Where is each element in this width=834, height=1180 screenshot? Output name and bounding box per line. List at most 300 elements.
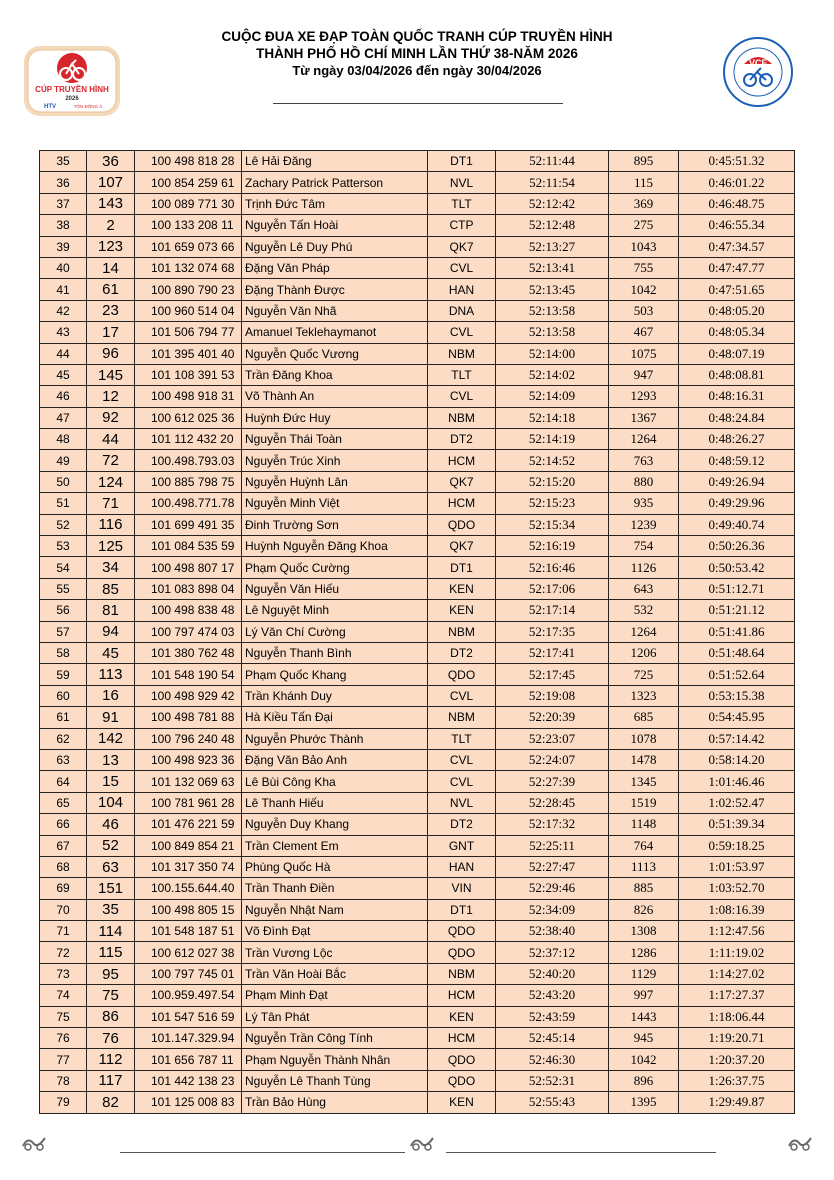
rank-cell: 70 (40, 899, 87, 920)
rider-name-cell: Nguyễn Quốc Vương (242, 343, 428, 364)
rider-name-cell: Lê Thanh Hiếu (242, 792, 428, 813)
bib-cell: 76 (87, 1028, 135, 1049)
bib-cell: 17 (87, 322, 135, 343)
total-time-cell: 52:46:30 (496, 1049, 609, 1070)
total-time-cell: 52:13:45 (496, 279, 609, 300)
rank-cell: 54 (40, 557, 87, 578)
rank-cell: 76 (40, 1028, 87, 1049)
team-code-cell: HCM (428, 1028, 496, 1049)
points-cell: 275 (609, 215, 679, 236)
team-code-cell: NBM (428, 343, 496, 364)
uci-id-cell: 100.498.771.78 (135, 493, 242, 514)
team-code-cell: CVL (428, 685, 496, 706)
uci-id-cell: 101 108 391 53 (135, 364, 242, 385)
rank-cell: 71 (40, 921, 87, 942)
rank-cell: 41 (40, 279, 87, 300)
uci-id-cell: 101 659 073 66 (135, 236, 242, 257)
bib-cell: 104 (87, 792, 135, 813)
rider-name-cell: Đinh Trường Sơn (242, 514, 428, 535)
rank-cell: 69 (40, 878, 87, 899)
time-gap-cell: 0:47:51.65 (679, 279, 795, 300)
time-gap-cell: 0:58:14.20 (679, 749, 795, 770)
footer-divider-left (120, 1152, 405, 1153)
bib-cell: 46 (87, 814, 135, 835)
time-gap-cell: 1:14:27.02 (679, 963, 795, 984)
points-cell: 1239 (609, 514, 679, 535)
uci-id-cell: 100 498 781 88 (135, 707, 242, 728)
table-row (40, 322, 795, 343)
table-row (40, 493, 795, 514)
rank-cell: 35 (40, 151, 87, 172)
rider-name-cell: Trần Văn Hoài Bắc (242, 963, 428, 984)
table-row (40, 921, 795, 942)
document-header (0, 28, 834, 79)
uci-id-cell: 101 380 762 48 (135, 642, 242, 663)
rank-cell: 49 (40, 450, 87, 471)
total-time-cell: 52:14:52 (496, 450, 609, 471)
points-cell: 1286 (609, 942, 679, 963)
footer-cyclist-mark-center (408, 1132, 436, 1152)
rider-name-cell: Trần Đăng Khoa (242, 364, 428, 385)
time-gap-cell: 1:26:37.75 (679, 1070, 795, 1091)
total-time-cell: 52:29:46 (496, 878, 609, 899)
table-row (40, 514, 795, 535)
rank-cell: 46 (40, 386, 87, 407)
rider-name-cell: Zachary Patrick Patterson (242, 172, 428, 193)
uci-id-cell: 100 498 805 15 (135, 899, 242, 920)
rank-cell: 55 (40, 578, 87, 599)
rank-cell: 53 (40, 536, 87, 557)
bib-cell: 113 (87, 664, 135, 685)
total-time-cell: 52:25:11 (496, 835, 609, 856)
uci-id-cell: 101 476 221 59 (135, 814, 242, 835)
bib-cell: 95 (87, 963, 135, 984)
table-row (40, 257, 795, 278)
rank-cell: 42 (40, 300, 87, 321)
rider-name-cell: Võ Thành An (242, 386, 428, 407)
table-row (40, 985, 795, 1006)
team-code-cell: KEN (428, 1006, 496, 1027)
bib-cell: 151 (87, 878, 135, 899)
time-gap-cell: 0:51:12.71 (679, 578, 795, 599)
uci-id-cell: 100 960 514 04 (135, 300, 242, 321)
time-gap-cell: 1:11:19.02 (679, 942, 795, 963)
rank-cell: 59 (40, 664, 87, 685)
uci-id-cell: 101 395 401 40 (135, 343, 242, 364)
total-time-cell: 52:40:20 (496, 963, 609, 984)
points-cell: 1043 (609, 236, 679, 257)
footer-cyclist-mark-right (786, 1132, 814, 1152)
time-gap-cell: 0:46:48.75 (679, 193, 795, 214)
table-row (40, 193, 795, 214)
logo-text-4: TÔN ĐÔNG Á (73, 104, 103, 109)
rider-name-cell: Phạm Quốc Cường (242, 557, 428, 578)
bib-cell: 44 (87, 429, 135, 450)
rank-cell: 38 (40, 215, 87, 236)
time-gap-cell: 1:12:47.56 (679, 921, 795, 942)
uci-id-cell: 101 317 350 74 (135, 856, 242, 877)
time-gap-cell: 0:51:52.64 (679, 664, 795, 685)
rank-cell: 73 (40, 963, 87, 984)
team-code-cell: CVL (428, 386, 496, 407)
points-cell: 1264 (609, 429, 679, 450)
rank-cell: 60 (40, 685, 87, 706)
points-cell: 1308 (609, 921, 679, 942)
team-code-cell: KEN (428, 1092, 496, 1113)
table-row (40, 407, 795, 428)
rider-name-cell: Trần Clement Em (242, 835, 428, 856)
bib-cell: 82 (87, 1092, 135, 1113)
table-row (40, 963, 795, 984)
total-time-cell: 52:13:58 (496, 322, 609, 343)
uci-id-cell: 101 084 535 59 (135, 536, 242, 557)
total-time-cell: 52:55:43 (496, 1092, 609, 1113)
bib-cell: 15 (87, 771, 135, 792)
total-time-cell: 52:14:02 (496, 364, 609, 385)
points-cell: 1443 (609, 1006, 679, 1027)
uci-id-cell: 100.959.497.54 (135, 985, 242, 1006)
points-cell: 1264 (609, 621, 679, 642)
points-cell: 1367 (609, 407, 679, 428)
bib-cell: 96 (87, 343, 135, 364)
points-cell: 1042 (609, 1049, 679, 1070)
rider-name-cell: Đặng Văn Bảo Anh (242, 749, 428, 770)
rank-cell: 79 (40, 1092, 87, 1113)
rank-cell: 48 (40, 429, 87, 450)
time-gap-cell: 1:01:53.97 (679, 856, 795, 877)
rider-name-cell: Huỳnh Nguyễn Đăng Khoa (242, 536, 428, 557)
table-row (40, 471, 795, 492)
rider-name-cell: Hà Kiều Tấn Đại (242, 707, 428, 728)
rank-cell: 52 (40, 514, 87, 535)
total-time-cell: 52:43:59 (496, 1006, 609, 1027)
time-gap-cell: 1:03:52.70 (679, 878, 795, 899)
total-time-cell: 52:43:20 (496, 985, 609, 1006)
time-gap-cell: 0:46:55.34 (679, 215, 795, 236)
total-time-cell: 52:14:18 (496, 407, 609, 428)
points-cell: 754 (609, 536, 679, 557)
rider-name-cell: Lê Bùi Công Kha (242, 771, 428, 792)
rank-cell: 72 (40, 942, 87, 963)
time-gap-cell: 1:01:46.46 (679, 771, 795, 792)
bib-cell: 36 (87, 151, 135, 172)
rider-name-cell: Nguyễn Thanh Bình (242, 642, 428, 663)
rank-cell: 67 (40, 835, 87, 856)
bib-cell: 71 (87, 493, 135, 514)
points-cell: 755 (609, 257, 679, 278)
team-code-cell: QDO (428, 664, 496, 685)
rider-name-cell: Nguyễn Lê Duy Phú (242, 236, 428, 257)
table-row (40, 707, 795, 728)
time-gap-cell: 0:57:14.42 (679, 728, 795, 749)
time-gap-cell: 0:50:53.42 (679, 557, 795, 578)
total-time-cell: 52:14:09 (496, 386, 609, 407)
points-cell: 725 (609, 664, 679, 685)
rank-cell: 77 (40, 1049, 87, 1070)
logo-text-1: CÚP TRUYỀN HÌNH (35, 85, 109, 94)
rider-name-cell: Lý Văn Chí Cường (242, 621, 428, 642)
rider-name-cell: Huỳnh Đức Huy (242, 407, 428, 428)
table-row (40, 279, 795, 300)
uci-id-cell: 100 498 838 48 (135, 600, 242, 621)
points-cell: 685 (609, 707, 679, 728)
uci-id-cell: 101.147.329.94 (135, 1028, 242, 1049)
team-code-cell: DNA (428, 300, 496, 321)
uci-id-cell: 101 699 491 35 (135, 514, 242, 535)
rider-name-cell: Phạm Nguyễn Thành Nhân (242, 1049, 428, 1070)
team-code-cell: QK7 (428, 471, 496, 492)
table-row (40, 814, 795, 835)
points-cell: 826 (609, 899, 679, 920)
bib-cell: 72 (87, 450, 135, 471)
bib-cell: 35 (87, 899, 135, 920)
bib-cell: 14 (87, 257, 135, 278)
points-cell: 1323 (609, 685, 679, 706)
bib-cell: 16 (87, 685, 135, 706)
points-cell: 763 (609, 450, 679, 471)
time-gap-cell: 0:47:47.77 (679, 257, 795, 278)
uci-id-cell: 100 498 923 36 (135, 749, 242, 770)
total-time-cell: 52:11:44 (496, 151, 609, 172)
points-cell: 503 (609, 300, 679, 321)
points-cell: 896 (609, 1070, 679, 1091)
time-gap-cell: 0:48:24.84 (679, 407, 795, 428)
points-cell: 947 (609, 364, 679, 385)
uci-id-cell: 100 133 208 11 (135, 215, 242, 236)
rider-name-cell: Nguyễn Văn Nhã (242, 300, 428, 321)
time-gap-cell: 0:51:39.34 (679, 814, 795, 835)
uci-id-cell: 101 506 794 77 (135, 322, 242, 343)
total-time-cell: 52:17:14 (496, 600, 609, 621)
points-cell: 115 (609, 172, 679, 193)
bib-cell: 124 (87, 471, 135, 492)
team-code-cell: QK7 (428, 236, 496, 257)
points-cell: 643 (609, 578, 679, 599)
uci-id-cell: 100 498 818 28 (135, 151, 242, 172)
time-gap-cell: 1:02:52.47 (679, 792, 795, 813)
cup-truyen-hinh-logo (22, 44, 122, 118)
table-row (40, 878, 795, 899)
time-gap-cell: 0:51:41.86 (679, 621, 795, 642)
team-code-cell: HCM (428, 493, 496, 514)
date-range: Từ ngày 03/04/2026 đến ngày 30/04/2026 (292, 63, 542, 78)
footer-cyclist-mark-left (20, 1132, 48, 1152)
uci-id-cell: 100 797 474 03 (135, 621, 242, 642)
points-cell: 935 (609, 493, 679, 514)
points-cell: 1478 (609, 749, 679, 770)
team-code-cell: QDO (428, 514, 496, 535)
time-gap-cell: 1:17:27.37 (679, 985, 795, 1006)
total-time-cell: 52:17:32 (496, 814, 609, 835)
table-row (40, 151, 795, 172)
bib-cell: 81 (87, 600, 135, 621)
rider-name-cell: Nguyễn Nhật Nam (242, 899, 428, 920)
bib-cell: 86 (87, 1006, 135, 1027)
total-time-cell: 52:28:45 (496, 792, 609, 813)
bib-cell: 92 (87, 407, 135, 428)
footer-divider-right (446, 1152, 716, 1153)
rank-cell: 68 (40, 856, 87, 877)
team-code-cell: HAN (428, 279, 496, 300)
bib-cell: 125 (87, 536, 135, 557)
uci-id-cell: 101 656 787 11 (135, 1049, 242, 1070)
uci-id-cell: 100 885 798 75 (135, 471, 242, 492)
points-cell: 1293 (609, 386, 679, 407)
total-time-cell: 52:15:23 (496, 493, 609, 514)
total-time-cell: 52:52:31 (496, 1070, 609, 1091)
rider-name-cell: Nguyễn Văn Hiếu (242, 578, 428, 599)
table-row (40, 236, 795, 257)
rider-name-cell: Võ Đình Đạt (242, 921, 428, 942)
bib-cell: 85 (87, 578, 135, 599)
points-cell: 1129 (609, 963, 679, 984)
team-code-cell: CVL (428, 257, 496, 278)
rank-cell: 78 (40, 1070, 87, 1091)
rank-cell: 56 (40, 600, 87, 621)
rank-cell: 58 (40, 642, 87, 663)
time-gap-cell: 0:51:48.64 (679, 642, 795, 663)
table-row (40, 600, 795, 621)
table-row (40, 685, 795, 706)
points-cell: 997 (609, 985, 679, 1006)
total-time-cell: 52:27:47 (496, 856, 609, 877)
time-gap-cell: 0:49:26.94 (679, 471, 795, 492)
points-cell: 880 (609, 471, 679, 492)
time-gap-cell: 0:48:16.31 (679, 386, 795, 407)
total-time-cell: 52:17:06 (496, 578, 609, 599)
table-row (40, 749, 795, 770)
rider-name-cell: Nguyễn Phước Thành (242, 728, 428, 749)
header-divider (273, 103, 563, 104)
rank-cell: 50 (40, 471, 87, 492)
team-code-cell: VIN (428, 878, 496, 899)
bib-cell: 94 (87, 621, 135, 642)
table-row (40, 642, 795, 663)
table-row (40, 1070, 795, 1091)
rank-cell: 57 (40, 621, 87, 642)
total-time-cell: 52:19:08 (496, 685, 609, 706)
rider-name-cell: Đặng Văn Pháp (242, 257, 428, 278)
time-gap-cell: 0:54:45.95 (679, 707, 795, 728)
rider-name-cell: Nguyễn Trúc Xinh (242, 450, 428, 471)
time-gap-cell: 1:19:20.71 (679, 1028, 795, 1049)
team-code-cell: DT1 (428, 151, 496, 172)
points-cell: 1148 (609, 814, 679, 835)
results-table (39, 150, 795, 1114)
table-row (40, 835, 795, 856)
table-row (40, 899, 795, 920)
table-row (40, 1092, 795, 1113)
logo-text-2: 2026 (65, 96, 79, 102)
points-cell: 764 (609, 835, 679, 856)
rank-cell: 39 (40, 236, 87, 257)
team-code-cell: NBM (428, 407, 496, 428)
team-code-cell: KEN (428, 600, 496, 621)
table-row (40, 450, 795, 471)
uci-id-cell: 101 125 008 83 (135, 1092, 242, 1113)
total-time-cell: 52:17:35 (496, 621, 609, 642)
team-code-cell: HAN (428, 856, 496, 877)
uci-id-cell: 100 498 918 31 (135, 386, 242, 407)
total-time-cell: 52:12:48 (496, 215, 609, 236)
vcf-logo (722, 36, 794, 108)
uci-id-cell: 100 797 745 01 (135, 963, 242, 984)
team-code-cell: NBM (428, 707, 496, 728)
time-gap-cell: 0:48:26.27 (679, 429, 795, 450)
total-time-cell: 52:17:45 (496, 664, 609, 685)
bib-cell: 2 (87, 215, 135, 236)
bib-cell: 45 (87, 642, 135, 663)
bib-cell: 117 (87, 1070, 135, 1091)
total-time-cell: 52:16:46 (496, 557, 609, 578)
table-row (40, 386, 795, 407)
points-cell: 945 (609, 1028, 679, 1049)
team-code-cell: NVL (428, 172, 496, 193)
rider-name-cell: Nguyễn Thái Toàn (242, 429, 428, 450)
rank-cell: 45 (40, 364, 87, 385)
time-gap-cell: 0:45:51.32 (679, 151, 795, 172)
uci-id-cell: 101 132 069 63 (135, 771, 242, 792)
uci-id-cell: 100.498.793.03 (135, 450, 242, 471)
table-row (40, 364, 795, 385)
points-cell: 1042 (609, 279, 679, 300)
time-gap-cell: 1:29:49.87 (679, 1092, 795, 1113)
total-time-cell: 52:15:34 (496, 514, 609, 535)
rank-cell: 36 (40, 172, 87, 193)
points-cell: 1345 (609, 771, 679, 792)
team-code-cell: DT1 (428, 899, 496, 920)
team-code-cell: QDO (428, 1070, 496, 1091)
total-time-cell: 52:37:12 (496, 942, 609, 963)
table-row (40, 343, 795, 364)
uci-id-cell: 101 132 074 68 (135, 257, 242, 278)
bib-cell: 143 (87, 193, 135, 214)
team-code-cell: TLT (428, 193, 496, 214)
bib-cell: 61 (87, 279, 135, 300)
team-code-cell: CTP (428, 215, 496, 236)
table-row (40, 557, 795, 578)
rider-name-cell: Nguyễn Trần Công Tính (242, 1028, 428, 1049)
uci-id-cell: 101 112 432 20 (135, 429, 242, 450)
uci-id-cell: 100 612 025 36 (135, 407, 242, 428)
rider-name-cell: Lê Hải Đăng (242, 151, 428, 172)
time-gap-cell: 0:53:15.38 (679, 685, 795, 706)
rank-cell: 74 (40, 985, 87, 1006)
logo-text-3: HTV (44, 104, 56, 110)
total-time-cell: 52:13:41 (496, 257, 609, 278)
rank-cell: 37 (40, 193, 87, 214)
team-code-cell: CVL (428, 771, 496, 792)
uci-id-cell: 100 796 240 48 (135, 728, 242, 749)
bib-cell: 123 (87, 236, 135, 257)
total-time-cell: 52:13:58 (496, 300, 609, 321)
rider-name-cell: Nguyễn Tấn Hoài (242, 215, 428, 236)
bib-cell: 75 (87, 985, 135, 1006)
team-code-cell: HCM (428, 450, 496, 471)
uci-id-cell: 101 083 898 04 (135, 578, 242, 599)
time-gap-cell: 0:48:08.81 (679, 364, 795, 385)
results-body (40, 151, 795, 1114)
time-gap-cell: 0:48:07.19 (679, 343, 795, 364)
rider-name-cell: Trần Khánh Duy (242, 685, 428, 706)
bib-cell: 145 (87, 364, 135, 385)
time-gap-cell: 0:48:05.34 (679, 322, 795, 343)
team-code-cell: QDO (428, 921, 496, 942)
rank-cell: 51 (40, 493, 87, 514)
rider-name-cell: Nguyễn Huỳnh Lân (242, 471, 428, 492)
rank-cell: 75 (40, 1006, 87, 1027)
uci-id-cell: 100 089 771 30 (135, 193, 242, 214)
